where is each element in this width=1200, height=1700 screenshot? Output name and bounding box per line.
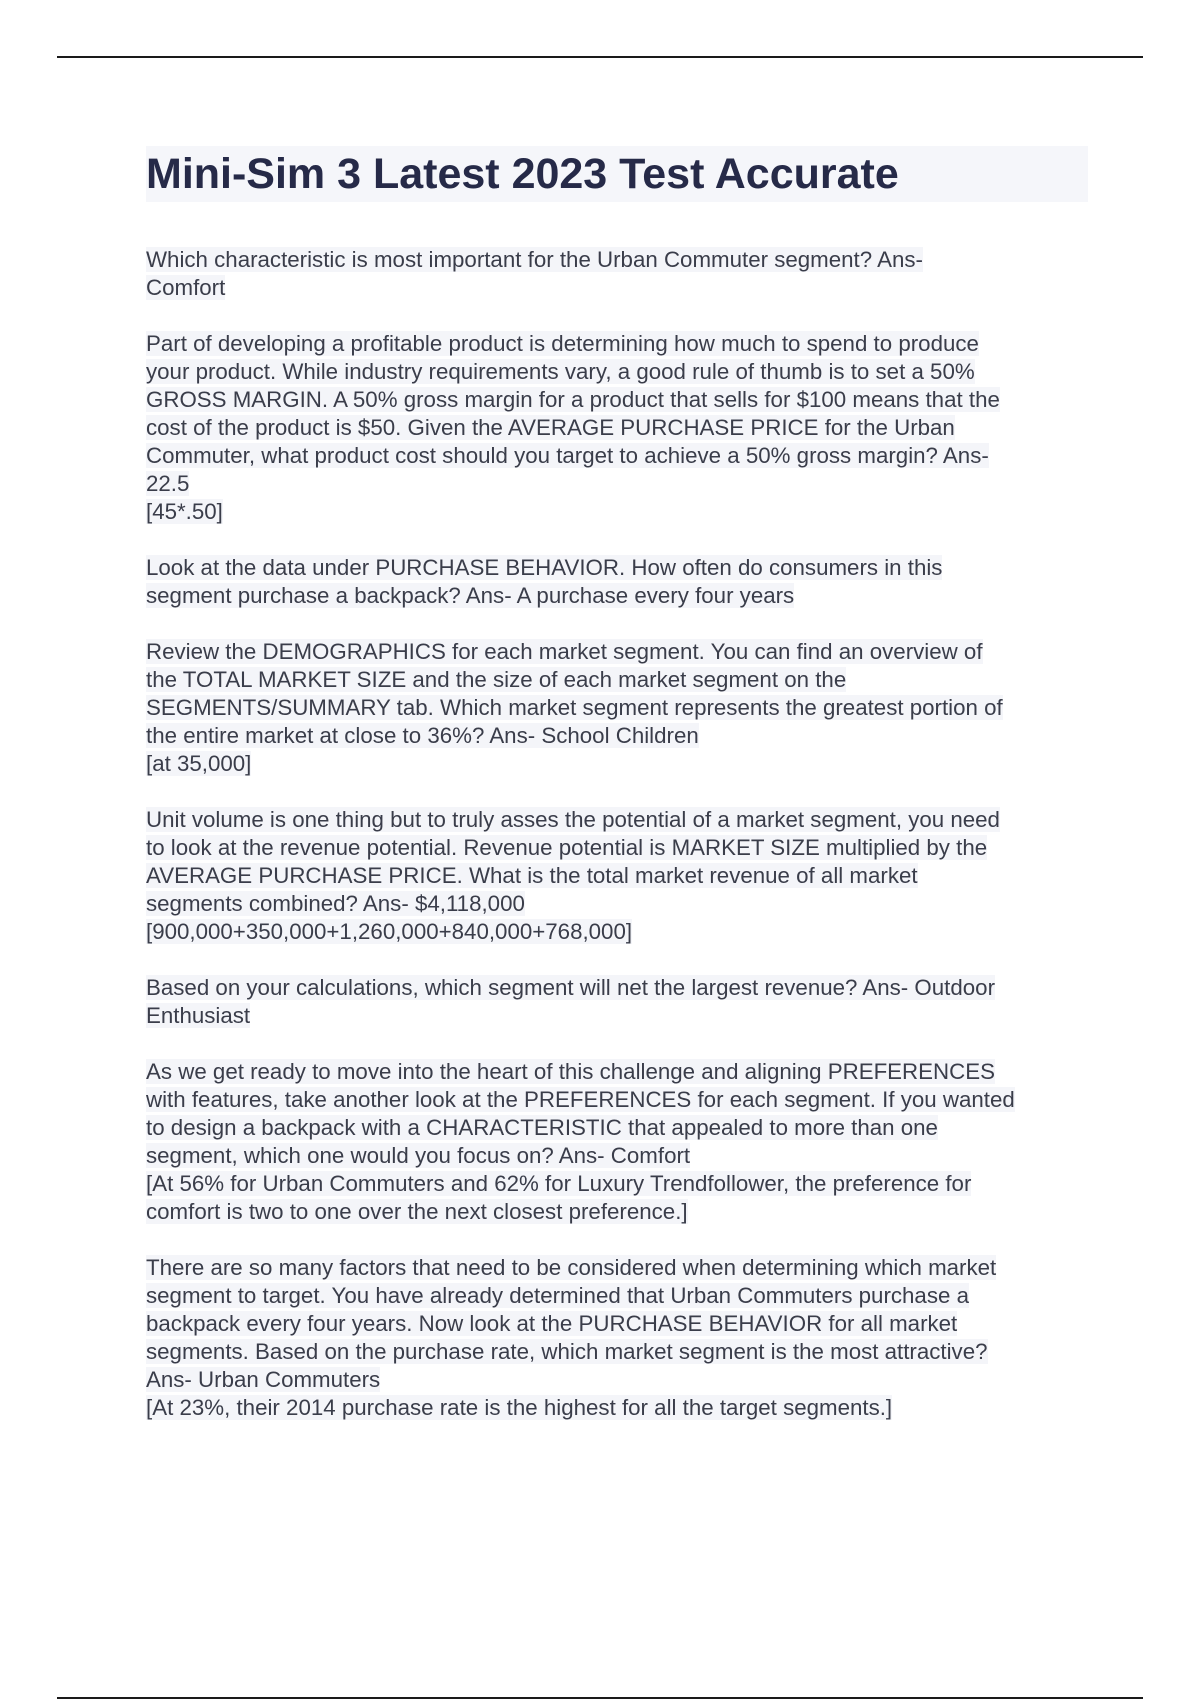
qa-line-text: Ans- Urban Commuters: [146, 1367, 381, 1392]
qa-line-text: the TOTAL MARKET SIZE and the size of each market segment on the: [146, 667, 847, 692]
qa-line: [146, 722, 1088, 750]
qa-line-text: [45*.50]: [146, 499, 223, 524]
qa-line-text: to look at the revenue potential. Revenue potential is MARKET SIZE multiplied by the: [146, 835, 988, 860]
qa-block: [146, 806, 1088, 946]
qa-list: [146, 246, 1088, 1422]
qa-line: [146, 330, 1088, 358]
qa-line: [146, 890, 1088, 918]
qa-line: [146, 1086, 1088, 1114]
qa-block: [146, 1058, 1088, 1226]
qa-line: [146, 274, 1088, 302]
qa-line-text: segments combined? Ans- $4,118,000: [146, 891, 525, 916]
qa-block: [146, 330, 1088, 526]
qa-line: [146, 498, 1088, 526]
qa-line: [146, 1366, 1088, 1394]
qa-line: [146, 974, 1088, 1002]
qa-line: [146, 666, 1088, 694]
qa-line-text: comfort is two to one over the next closest preference.]: [146, 1199, 688, 1224]
footer-rule: [57, 1697, 1143, 1699]
title-banner: [146, 146, 1088, 202]
qa-line-text: [At 56% for Urban Commuters and 62% for Luxury Trendfollower, the preference for: [146, 1171, 972, 1196]
qa-line-text: Enthusiast: [146, 1003, 251, 1028]
qa-line-text: Look at the data under PURCHASE BEHAVIOR. How often do consumers in this: [146, 555, 943, 580]
qa-line-text: [At 23%, their 2014 purchase rate is the highest for all the target segments.]: [146, 1395, 893, 1420]
qa-line: [146, 694, 1088, 722]
qa-line-text: As we get ready to move into the heart of this challenge and aligning PREFERENCES: [146, 1059, 995, 1084]
qa-line: [146, 834, 1088, 862]
qa-line: [146, 1114, 1088, 1142]
qa-line-text: [at 35,000]: [146, 751, 252, 776]
qa-line: [146, 246, 1088, 274]
qa-line: [146, 1170, 1088, 1198]
qa-line-text: Comfort: [146, 275, 226, 300]
qa-line: [146, 554, 1088, 582]
qa-line-text: segment purchase a backpack? Ans- A purchase every four years: [146, 583, 795, 608]
qa-line-text: Commuter, what product cost should you target to achieve a 50% gross margin? Ans-: [146, 443, 989, 468]
qa-line: [146, 750, 1088, 778]
qa-line: [146, 470, 1088, 498]
qa-line-text: backpack every four years. Now look at the PURCHASE BEHAVIOR for all market: [146, 1311, 958, 1336]
qa-line-text: segment to target. You have already determined that Urban Commuters purchase a: [146, 1283, 969, 1308]
qa-line: [146, 1338, 1088, 1366]
qa-line: [146, 638, 1088, 666]
qa-block: [146, 1254, 1088, 1422]
qa-line: [146, 1394, 1088, 1422]
qa-line: [146, 1142, 1088, 1170]
document-title: Mini-Sim 3 Latest 2023 Test Accurate: [146, 150, 899, 198]
qa-line: [146, 386, 1088, 414]
qa-line-text: the entire market at close to 36%? Ans- School Children: [146, 723, 699, 748]
qa-line: [146, 1254, 1088, 1282]
qa-line-text: SEGMENTS/SUMMARY tab. Which market segment represents the greatest portion of: [146, 695, 1003, 720]
qa-line-text: AVERAGE PURCHASE PRICE. What is the total market revenue of all market: [146, 863, 918, 888]
qa-line-text: your product. While industry requirements vary, a good rule of thumb is to set a 50%: [146, 359, 975, 384]
qa-line-text: segment, which one would you focus on? Ans- Comfort: [146, 1143, 691, 1168]
qa-line-text: to design a backpack with a CHARACTERISTIC that appealed to more than one: [146, 1115, 938, 1140]
qa-line-text: Which characteristic is most important for the Urban Commuter segment? Ans-: [146, 247, 923, 272]
qa-line: [146, 806, 1088, 834]
qa-line-text: Unit volume is one thing but to truly asses the potential of a market segment, you need: [146, 807, 1000, 832]
qa-line-text: 22.5: [146, 471, 190, 496]
qa-line-text: There are so many factors that need to be considered when determining which market: [146, 1255, 997, 1280]
qa-line: [146, 1058, 1088, 1086]
qa-line-text: with features, take another look at the PREFERENCES for each segment. If you wanted: [146, 1087, 1015, 1112]
qa-block: [146, 246, 1088, 302]
qa-line: [146, 1002, 1088, 1030]
qa-line: [146, 1198, 1088, 1226]
qa-line: [146, 582, 1088, 610]
qa-block: [146, 638, 1088, 778]
qa-line-text: Based on your calculations, which segment will net the largest revenue? Ans- Outdoor: [146, 975, 995, 1000]
qa-line-text: segments. Based on the purchase rate, which market segment is the most attractive?: [146, 1339, 988, 1364]
qa-line: [146, 442, 1088, 470]
header-rule: [57, 56, 1143, 58]
qa-line-text: Review the DEMOGRAPHICS for each market segment. You can find an overview of: [146, 639, 983, 664]
qa-line-text: Part of developing a profitable product is determining how much to spend to produce: [146, 331, 979, 356]
qa-block: [146, 974, 1088, 1030]
qa-line: [146, 358, 1088, 386]
qa-line: [146, 918, 1088, 946]
qa-line-text: cost of the product is $50. Given the AVERAGE PURCHASE PRICE for the Urban: [146, 415, 955, 440]
qa-block: [146, 554, 1088, 610]
qa-line: [146, 1282, 1088, 1310]
qa-line-text: [900,000+350,000+1,260,000+840,000+768,000]: [146, 919, 633, 944]
document-body: [146, 146, 1088, 1450]
qa-line: [146, 862, 1088, 890]
qa-line: [146, 1310, 1088, 1338]
qa-line: [146, 414, 1088, 442]
qa-line-text: GROSS MARGIN. A 50% gross margin for a product that sells for $100 means that the: [146, 387, 1000, 412]
